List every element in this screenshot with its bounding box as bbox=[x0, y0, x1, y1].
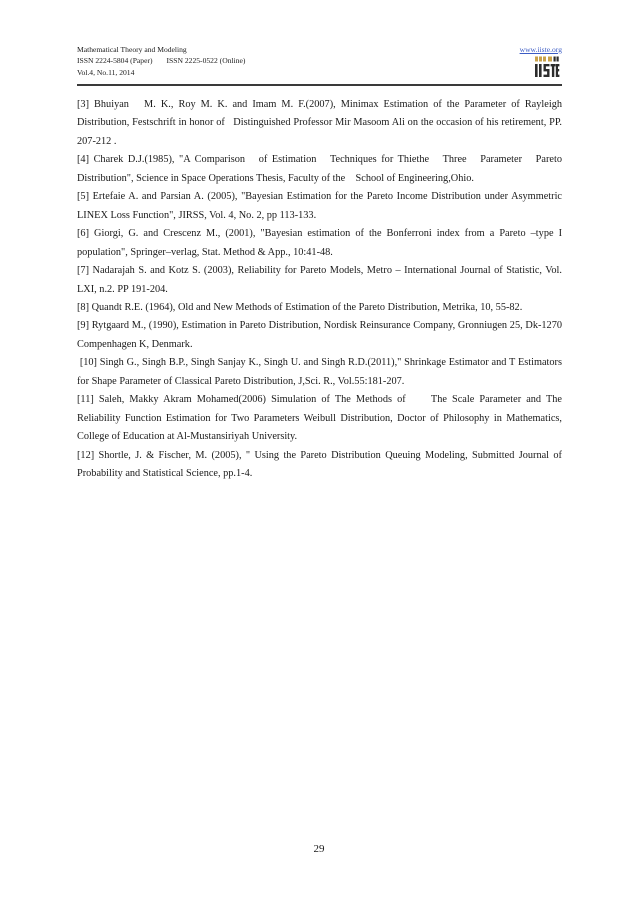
reference-item-7: [7] Nadarajah S. and Kotz S. (2003), Reliability for Pareto Models, Metro – International Journal of Statistic, Vol. LXI, n.2. PP 191-204. bbox=[77, 265, 565, 295]
reference-item-6: [6] Giorgi, G. and Crescenz M., (2001), "Bayesian estimation of the Bonferroni index from a Pareto –type I population", Springer–verlag, Stat. Method & App., 10:41-48. bbox=[77, 228, 565, 258]
reference-item-10: [10] Singh G., Singh B.P., Singh Sanjay K., Singh U. and Singh R.D.(2011)," Shrinkage Estimator and T Estimators for Shape Parameter of Classical Pareto Distribution, J,Sci. R., Vol.55:181-207. bbox=[77, 357, 565, 387]
reference-item-9: [9] Rytgaard M., (1990), Estimation in Pareto Distribution, Nordisk Reinsurance Company, Gronniugen 25, Dk-1270 Compenhagen K, Denmark. bbox=[77, 320, 565, 350]
page-number: 29 bbox=[313, 843, 325, 855]
journal-website-link[interactable]: www.iiste.org bbox=[519, 45, 562, 54]
volume-issue: Vol.4, No.11, 2014 bbox=[77, 67, 135, 77]
issn-online: ISSN 2225-0522 (Online) bbox=[166, 56, 246, 66]
issn-paper: ISSN 2224-5804 (Paper) bbox=[77, 56, 153, 66]
reference-item-12: [12] Shortle, J. & Fischer, M. (2005), " Using the Pareto Distribution Queuing Modeling, Submitted Journal of Probability and Statistical Science, pp.1-4. bbox=[77, 449, 565, 480]
reference-item-4: [4] Charek D.J.(1985), "A Comparison of Estimation Techniques for Thiethe Three Parameter Pareto Distribution", Science in Space Operations Thesis, Faculty of the School of Engineering,Ohio. bbox=[77, 154, 565, 184]
header-divider bbox=[77, 84, 562, 86]
issn-line bbox=[77, 55, 562, 66]
running-header bbox=[77, 44, 562, 78]
journal-title: Mathematical Theory and Modeling bbox=[77, 45, 187, 54]
iiste-logo-icon bbox=[534, 56, 560, 78]
reference-item-11: [11] Saleh, Makky Akram Mohamed(2006) Simulation of The Methods of The Scale Parameter and The Reliability Function Estimation for Two Parameters Weibull Distribution, Doctor of Philosophy in Mathematics, College of Education at Al-Mustansiriyah University. bbox=[77, 394, 565, 443]
reference-item-5: [5] Ertefaie A. and Parsian A. (2005), "Bayesian Estimation for the Pareto Income Distribution under Asymmetric LINEX Loss Function", JIRSS, Vol. 4, No. 2, pp 113-133. bbox=[77, 191, 565, 221]
reference-item-8: [8] Quandt R.E. (1964), Old and New Methods of Estimation of the Pareto Distribution, Metrika, 10, 55-82. bbox=[77, 301, 523, 313]
reference-item-3: [3] Bhuiyan M. K., Roy M. K. and Imam M. F.(2007), Minimax Estimation of the Parameter of Rayleigh Distribution, Festschrift in honor of Distinguished Professor Mir Masoom Ali on the occasion of his retirement, PP. 207-212 . bbox=[77, 99, 565, 147]
reference-list bbox=[77, 96, 565, 484]
